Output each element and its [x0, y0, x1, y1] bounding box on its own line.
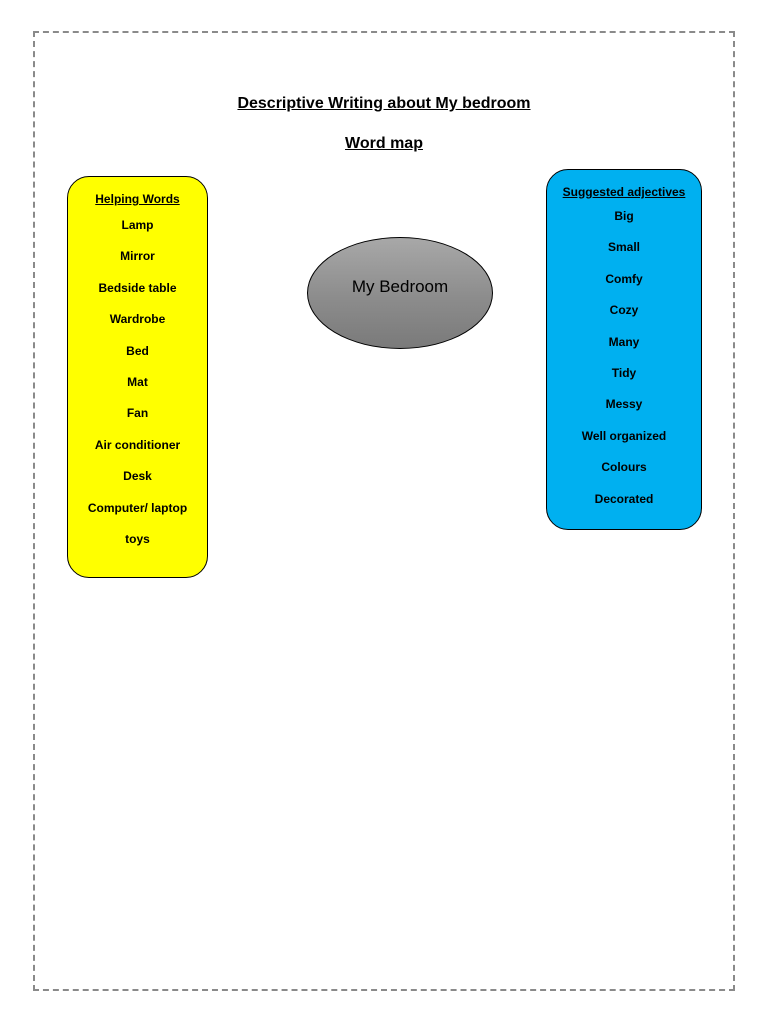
helping-word-item: Bedside table [98, 280, 177, 295]
helping-word-item: Fan [126, 406, 149, 421]
helping-words-heading: Helping Words [95, 192, 180, 206]
center-node-my-bedroom [307, 237, 493, 349]
helping-word-item: Air conditioner [94, 437, 181, 452]
suggested-adjectives-list [547, 201, 701, 515]
adjective-item: Decorated [594, 491, 654, 506]
helping-word-item: Mirror [120, 249, 155, 264]
helping-word-item: Desk [123, 469, 152, 484]
helping-words-list [68, 210, 207, 555]
adjective-item: Well organized [581, 428, 667, 443]
adjective-item: Tidy [611, 365, 637, 380]
helping-word-item: toys [125, 531, 150, 546]
adjective-item: Many [608, 334, 640, 349]
helping-word-item: Computer/ laptop [87, 500, 188, 515]
helping-words-box [67, 176, 208, 578]
center-node-label: My Bedroom [351, 277, 449, 296]
suggested-adjectives-heading: Suggested adjectives [562, 185, 686, 199]
adjective-item: Big [614, 209, 634, 223]
helping-word-item: Lamp [121, 218, 154, 232]
adjective-item: Messy [605, 397, 643, 412]
document-subtitle: Word map [345, 135, 423, 152]
helping-word-item: Mat [127, 374, 148, 389]
suggested-adjectives-box [546, 169, 702, 530]
adjective-item: Cozy [609, 303, 639, 318]
helping-word-item: Bed [126, 343, 149, 358]
adjective-item: Small [607, 240, 640, 255]
adjective-item: Comfy [605, 271, 643, 286]
adjective-item: Colours [601, 460, 647, 475]
document-title: Descriptive Writing about My bedroom [237, 95, 531, 112]
helping-word-item: Wardrobe [109, 312, 166, 327]
